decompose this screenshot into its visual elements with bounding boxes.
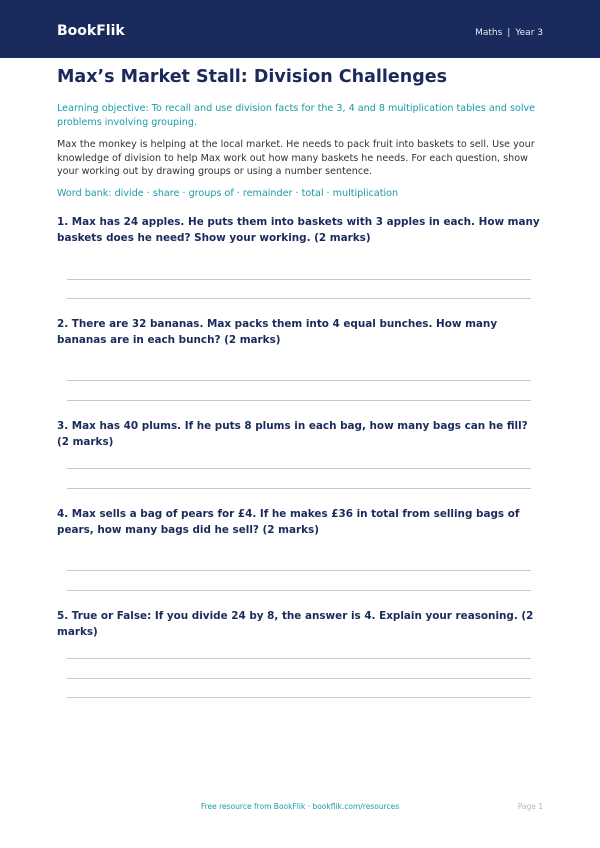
question-5 [57, 609, 543, 640]
answer-line[interactable] [67, 658, 531, 659]
answer-line[interactable] [67, 468, 531, 469]
answer-line[interactable] [67, 298, 531, 299]
question-4 [57, 507, 543, 538]
question-1 [57, 215, 543, 246]
question-3-text: 3. Max has 40 plums. If he puts 8 plums in each bag, how many bags can he fill? (2 marks) [57, 420, 528, 448]
word-bank: Word bank: divide · share · groups of · remainder · total · multiplication [57, 187, 399, 199]
subject-label: Maths [475, 28, 503, 38]
question-5-text: 5. True or False: If you divide 24 by 8, the answer is 4. Explain your reasoning. (2 marks) [57, 610, 534, 638]
question-4-text: 4. Max sells a bag of pears for £4. If he makes £36 in total from selling bags of pears, how many bags did he sell? (2 marks) [57, 508, 520, 536]
answer-line[interactable] [67, 590, 531, 591]
answer-line[interactable] [67, 380, 531, 381]
learning-objective: Learning objective: To recall and use division facts for the 3, 4 and 8 multiplication tables and solve problems involving grouping. [57, 103, 536, 128]
question-2-text: 2. There are 32 bananas. Max packs them into 4 equal bunches. How many bananas are in each bunch? (2 marks) [57, 318, 498, 346]
page-number: Page 1 [517, 802, 543, 811]
brand-logo: BookFlik [57, 23, 125, 39]
answer-line[interactable] [67, 570, 531, 571]
worksheet-intro [57, 66, 543, 200]
answer-line[interactable] [67, 678, 531, 679]
year-label: Year 3 [515, 28, 543, 38]
question-1-text: 1. Max has 24 apples. He puts them into baskets with 3 apples in each. How many baskets does he need? Show your working. (2 marks) [57, 216, 540, 244]
question-2 [57, 317, 543, 348]
header-meta [475, 27, 543, 39]
footer-text: Free resource from BookFlik · bookflik.com/resources [200, 802, 400, 811]
answer-line[interactable] [67, 279, 531, 280]
answer-line[interactable] [67, 488, 531, 489]
answer-line[interactable] [67, 697, 531, 698]
header-bar [0, 0, 600, 58]
intro-paragraph: Max the monkey is helping at the local market. He needs to pack fruit into baskets to sell. Use your knowledge of division to help Max work out how many baskets he needs. For each question, show your working out by drawing groups or using a number sentence. [57, 139, 535, 177]
question-3 [57, 419, 543, 450]
answer-line[interactable] [67, 400, 531, 401]
header-separator: | [507, 28, 511, 38]
page-title: Max’s Market Stall: Division Challenges [57, 67, 448, 87]
